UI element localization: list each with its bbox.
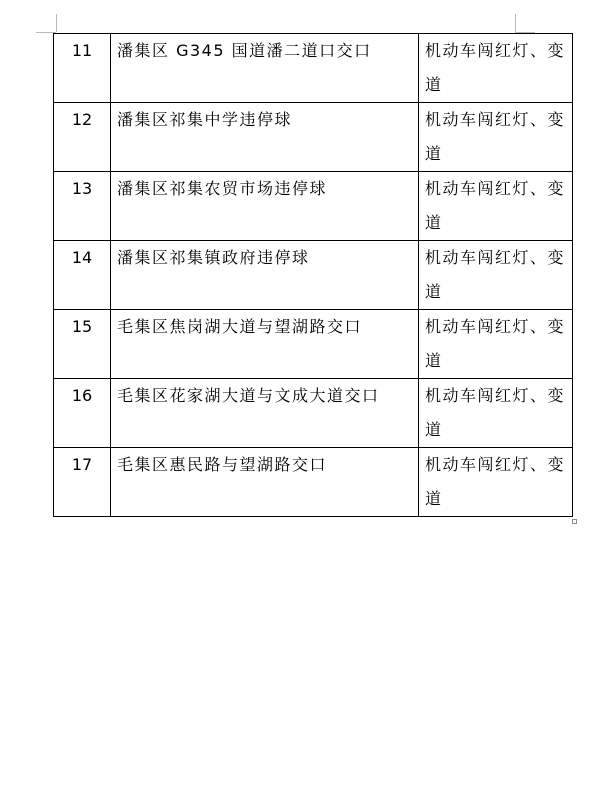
violation-cell: [419, 241, 573, 310]
row-number: 16: [54, 379, 111, 448]
violation-cell: [419, 379, 573, 448]
camera-location-table: [53, 33, 573, 517]
violation-cell: [419, 103, 573, 172]
location-text: 潘集区祁集镇政府违停球: [117, 248, 310, 267]
location-text: 潘集区祁集农贸市场违停球: [117, 179, 328, 198]
violation-cell: [419, 310, 573, 379]
row-number: 12: [54, 103, 111, 172]
location-text: 毛集区惠民路与望湖路交口: [117, 455, 328, 474]
location-text: 毛集区花家湖大道与文成大道交口: [117, 386, 380, 405]
location-text: 潘集区 G345 国道潘二道口交口: [117, 41, 372, 60]
table-row: [54, 172, 573, 241]
violation-text: 机动车闯红灯、变道: [425, 179, 566, 232]
row-number: 13: [54, 172, 111, 241]
location-cell: [111, 310, 419, 379]
table-resize-handle[interactable]: [572, 519, 577, 524]
table-row: [54, 34, 573, 103]
table-row: [54, 241, 573, 310]
location-cell: [111, 103, 419, 172]
violation-cell: [419, 172, 573, 241]
location-text: 毛集区焦岗湖大道与望湖路交口: [117, 317, 363, 336]
violation-text: 机动车闯红灯、变道: [425, 41, 566, 94]
row-number: 14: [54, 241, 111, 310]
violation-text: 机动车闯红灯、变道: [425, 386, 566, 439]
crop-mark-top-left-vertical: [56, 14, 57, 32]
table-row: [54, 310, 573, 379]
location-cell: [111, 241, 419, 310]
location-cell: [111, 34, 419, 103]
row-number: 15: [54, 310, 111, 379]
violation-cell: [419, 448, 573, 517]
violation-text: 机动车闯红灯、变道: [425, 110, 566, 163]
location-cell: [111, 172, 419, 241]
location-cell: [111, 379, 419, 448]
table-row: [54, 379, 573, 448]
crop-mark-top-right-vertical: [515, 14, 516, 32]
location-text: 潘集区祁集中学违停球: [117, 110, 293, 129]
row-number: 11: [54, 34, 111, 103]
violation-text: 机动车闯红灯、变道: [425, 248, 566, 301]
location-cell: [111, 448, 419, 517]
violation-text: 机动车闯红灯、变道: [425, 455, 566, 508]
table-row: [54, 448, 573, 517]
violation-cell: [419, 34, 573, 103]
violation-text: 机动车闯红灯、变道: [425, 317, 566, 370]
table-row: [54, 103, 573, 172]
row-number: 17: [54, 448, 111, 517]
